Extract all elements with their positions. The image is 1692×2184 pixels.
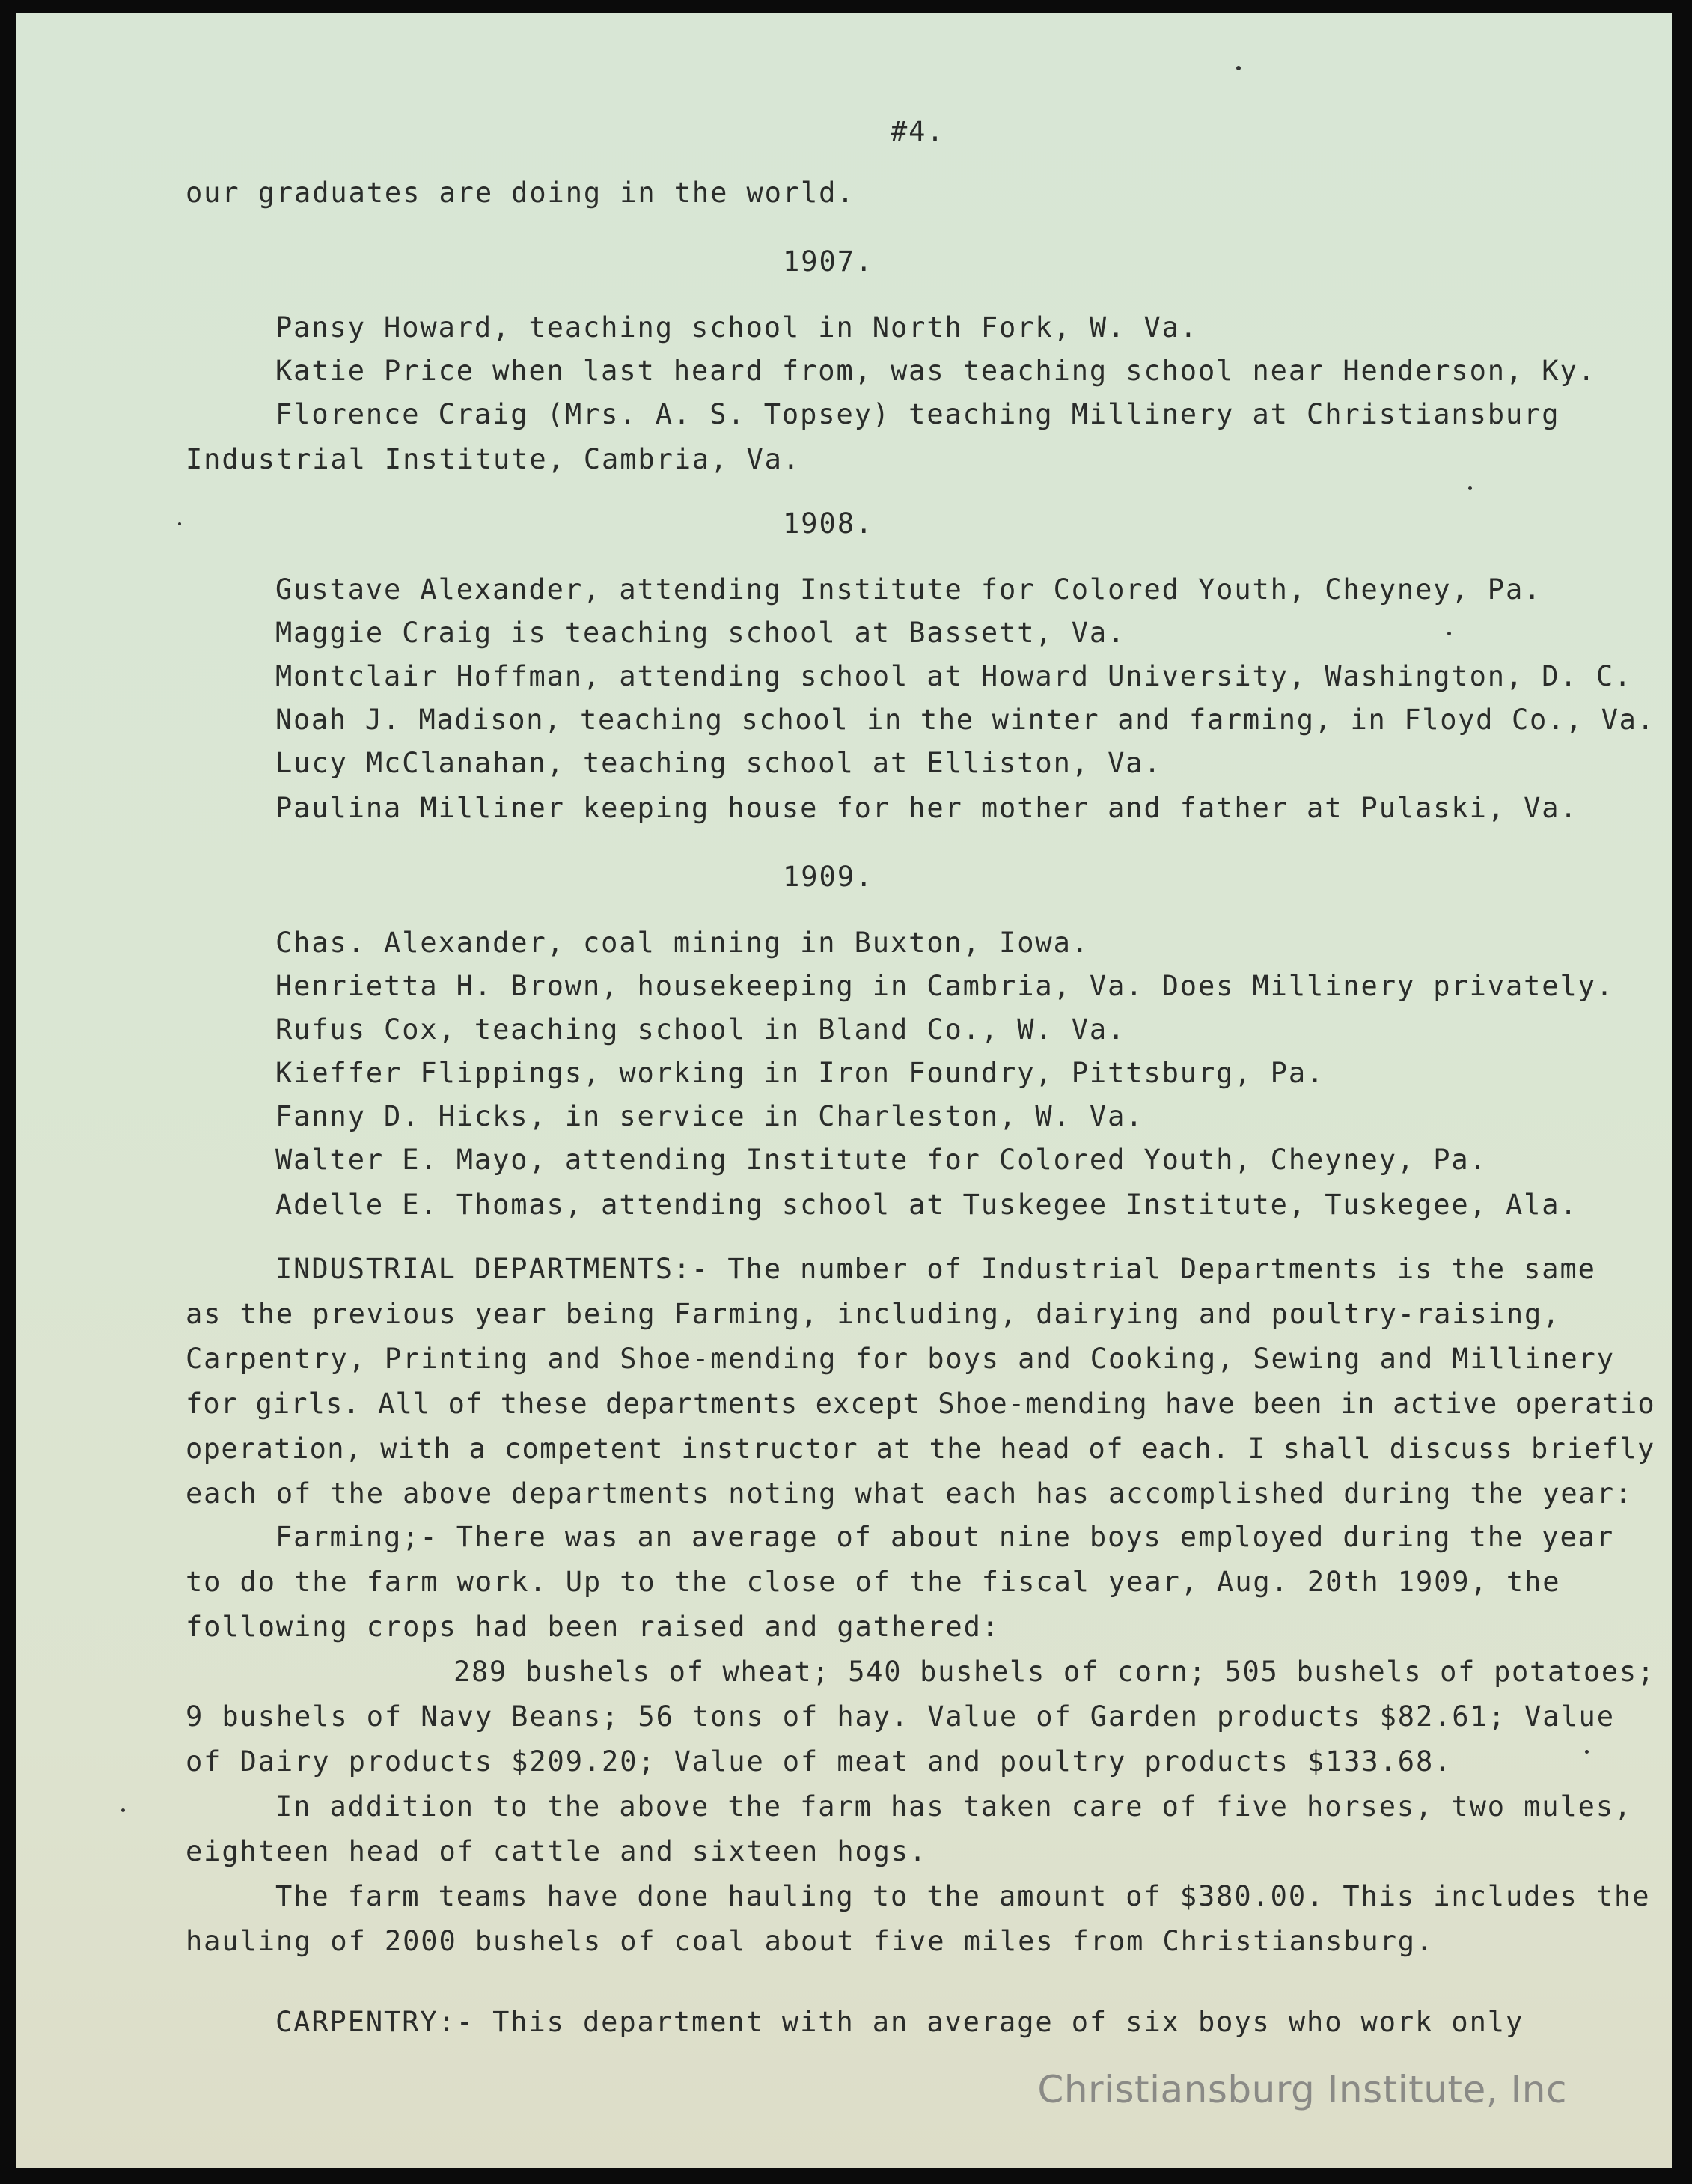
farming-paragraph-line: 289 bushels of wheat; 540 bushels of corn; 505 bushels of potatoes; — [453, 1656, 1655, 1688]
graduate-entry: Walter E. Mayo, attending Institute for Colored Youth, Cheyney, Pa. — [275, 1144, 1488, 1176]
year-heading-1908: 1908. — [783, 507, 874, 540]
industrial-paragraph-line: Carpentry, Printing and Shoe-mending for boys and Cooking, Sewing and Millinery — [186, 1343, 1615, 1375]
paper-speck — [1468, 486, 1472, 490]
farming-paragraph-line: hauling of 2000 bushels of coal about five miles from Christiansburg. — [186, 1925, 1435, 1957]
graduate-entry: Fanny D. Hicks, in service in Charleston, W. Va. — [275, 1100, 1144, 1132]
year-heading-1909: 1909. — [783, 861, 874, 893]
industrial-paragraph-line: operation, with a competent instructor at the head of each. I shall discuss briefly — [186, 1433, 1655, 1465]
graduate-entry: Adelle E. Thomas, attending school at Tuskegee Institute, Tuskegee, Ala. — [275, 1189, 1578, 1221]
graduate-entry: Henrietta H. Brown, housekeeping in Cambria, Va. Does Millinery privately. — [275, 970, 1615, 1002]
paper-speck — [1236, 66, 1241, 70]
industrial-paragraph-line: as the previous year being Farming, including, dairying and poultry-raising, — [186, 1298, 1561, 1330]
farming-paragraph-line: following crops had been raised and gathered: — [186, 1611, 1000, 1643]
farming-paragraph-line: The farm teams have done hauling to the amount of $380.00. This includes the — [275, 1880, 1651, 1912]
paper-speck — [1447, 632, 1451, 635]
graduate-entry: Rufus Cox, teaching school in Bland Co., W. Va. — [275, 1013, 1126, 1046]
page-number: #4. — [891, 115, 945, 147]
graduate-entry: Florence Craig (Mrs. A. S. Topsey) teaching Millinery at Christiansburg — [275, 398, 1560, 430]
industrial-paragraph-line: each of the above departments noting what each has accomplished during the year: — [186, 1477, 1634, 1510]
graduate-entry: Noah J. Madison, teaching school in the winter and farming, in Floyd Co., Va. — [275, 704, 1655, 736]
paper-speck — [1585, 1750, 1589, 1754]
intro-line: our graduates are doing in the world. — [186, 177, 855, 209]
document-page — [16, 13, 1672, 2168]
industrial-paragraph-line: INDUSTRIAL DEPARTMENTS:- The number of Industrial Departments is the same — [275, 1253, 1596, 1285]
paper-speck — [178, 522, 181, 525]
graduate-entry: Maggie Craig is teaching school at Bassett, Va. — [275, 617, 1126, 649]
farming-paragraph-line: Farming;- There was an average of about nine boys employed during the year — [275, 1521, 1615, 1553]
graduate-entry: Paulina Milliner keeping house for her mother and father at Pulaski, Va. — [275, 792, 1578, 824]
graduate-entry: Pansy Howard, teaching school in North Fork, W. Va. — [275, 311, 1198, 344]
graduate-entry: Katie Price when last heard from, was teaching school near Henderson, Ky. — [275, 355, 1596, 387]
industrial-paragraph-line: for girls. All of these departments except Shoe-mending have been in active operatio — [186, 1388, 1655, 1420]
graduate-entry: Chas. Alexander, coal mining in Buxton, Iowa. — [275, 927, 1090, 959]
farming-paragraph-line: to do the farm work. Up to the close of the fiscal year, Aug. 20th 1909, the — [186, 1566, 1561, 1598]
graduate-entry: Kieffer Flippings, working in Iron Foundry, Pittsburg, Pa. — [275, 1057, 1325, 1089]
carpentry-line: CARPENTRY:- This department with an average of six boys who work only — [275, 2006, 1524, 2038]
graduate-entry: Lucy McClanahan, teaching school at Elliston, Va. — [275, 747, 1162, 779]
graduate-entry: Gustave Alexander, attending Institute for Colored Youth, Cheyney, Pa. — [275, 573, 1542, 606]
graduate-entry: Industrial Institute, Cambria, Va. — [186, 443, 801, 475]
year-heading-1907: 1907. — [783, 245, 874, 278]
farming-paragraph-line: eighteen head of cattle and sixteen hogs. — [186, 1835, 928, 1867]
farming-paragraph-line: In addition to the above the farm has taken care of five horses, two mules, — [275, 1790, 1633, 1822]
farming-paragraph-line: 9 bushels of Navy Beans; 56 tons of hay. Value of Garden products $82.61; Value — [186, 1700, 1615, 1733]
watermark-text: Christiansburg Institute, Inc — [1037, 2068, 1567, 2111]
farming-paragraph-line: of Dairy products $209.20; Value of meat and poultry products $133.68. — [186, 1745, 1453, 1778]
graduate-entry: Montclair Hoffman, attending school at Howard University, Washington, D. C. — [275, 660, 1633, 692]
paper-speck — [121, 1808, 125, 1812]
